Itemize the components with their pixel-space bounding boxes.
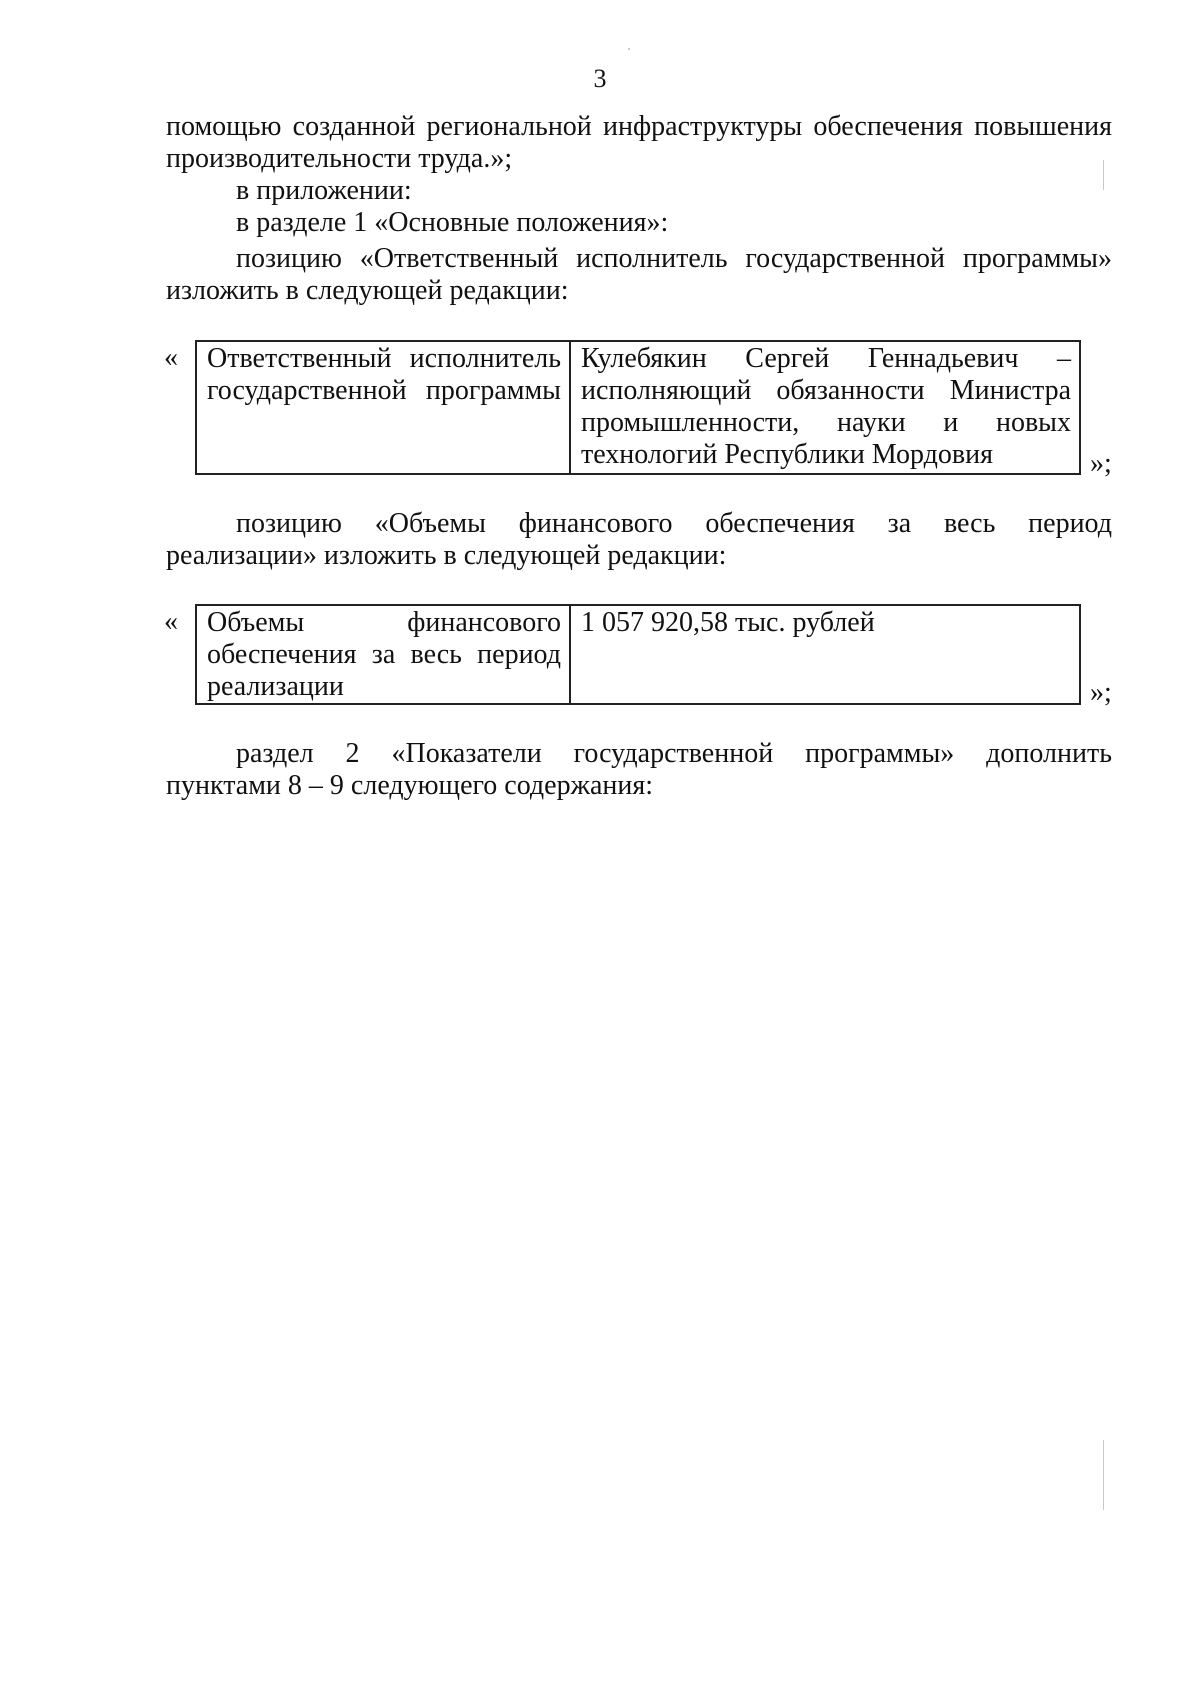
open-quote: «	[164, 342, 178, 373]
cell-line: Ответственный исполнитель	[207, 343, 561, 374]
scan-artifact	[628, 48, 630, 50]
paragraph-continuation	[166, 111, 1112, 175]
funding-value-cell	[570, 605, 1080, 704]
cell-line: Объемы финансового	[207, 607, 561, 638]
paragraph-line: раздел 2 «Показатели государственной программы» дополнить	[236, 738, 1112, 769]
open-quote: «	[164, 606, 178, 637]
scan-artifact	[1103, 1440, 1104, 1510]
paragraph-in-appendix: в приложении:	[236, 175, 412, 206]
cell-line: государственной программы	[207, 375, 561, 406]
cell-line: Кулебякин Сергей Геннадьевич –	[581, 343, 1071, 374]
paragraph-line: производительности труда.»;	[166, 143, 513, 174]
executor-value-cell	[570, 341, 1080, 474]
paragraph-section-2	[166, 738, 1112, 802]
paragraph-line: реализации» изложить в следующей редакции:	[166, 540, 727, 571]
paragraph-line: позицию «Ответственный исполнитель государственной программы»	[236, 243, 1112, 274]
cell-line: реализации	[207, 671, 344, 702]
table-row	[196, 605, 1080, 704]
cell-line: технологий Республики Мордовия	[581, 439, 993, 470]
scan-artifact	[1103, 160, 1104, 190]
cell-line: обеспечения за весь период	[207, 639, 561, 670]
cell-line: 1 057 920,58 тыс. рублей	[581, 607, 875, 638]
table-row	[196, 341, 1080, 474]
cell-line: промышленности, науки и новых	[581, 407, 1071, 438]
funding-label-cell	[196, 605, 570, 704]
paragraph-section-1: в разделе 1 «Основные положения»:	[236, 207, 669, 238]
cell-line: исполняющий обязанности Министра	[581, 375, 1071, 406]
page-number: 3	[593, 64, 607, 93]
paragraph-line: изложить в следующей редакции:	[166, 275, 569, 306]
paragraph-executor-position	[166, 243, 1112, 307]
funding-table	[195, 604, 1081, 705]
paragraph-line: помощью созданной региональной инфраструктуры обеспечения повышения	[166, 111, 1112, 142]
paragraph-line: позицию «Объемы финансового обеспечения за весь период	[236, 508, 1112, 539]
executor-label-cell	[196, 341, 570, 474]
paragraph-funding-position	[166, 508, 1112, 572]
close-quote: »;	[1090, 448, 1112, 479]
executor-table	[195, 340, 1081, 475]
close-quote: »;	[1090, 677, 1112, 708]
paragraph-line: пунктами 8 – 9 следующего содержания:	[166, 770, 654, 801]
